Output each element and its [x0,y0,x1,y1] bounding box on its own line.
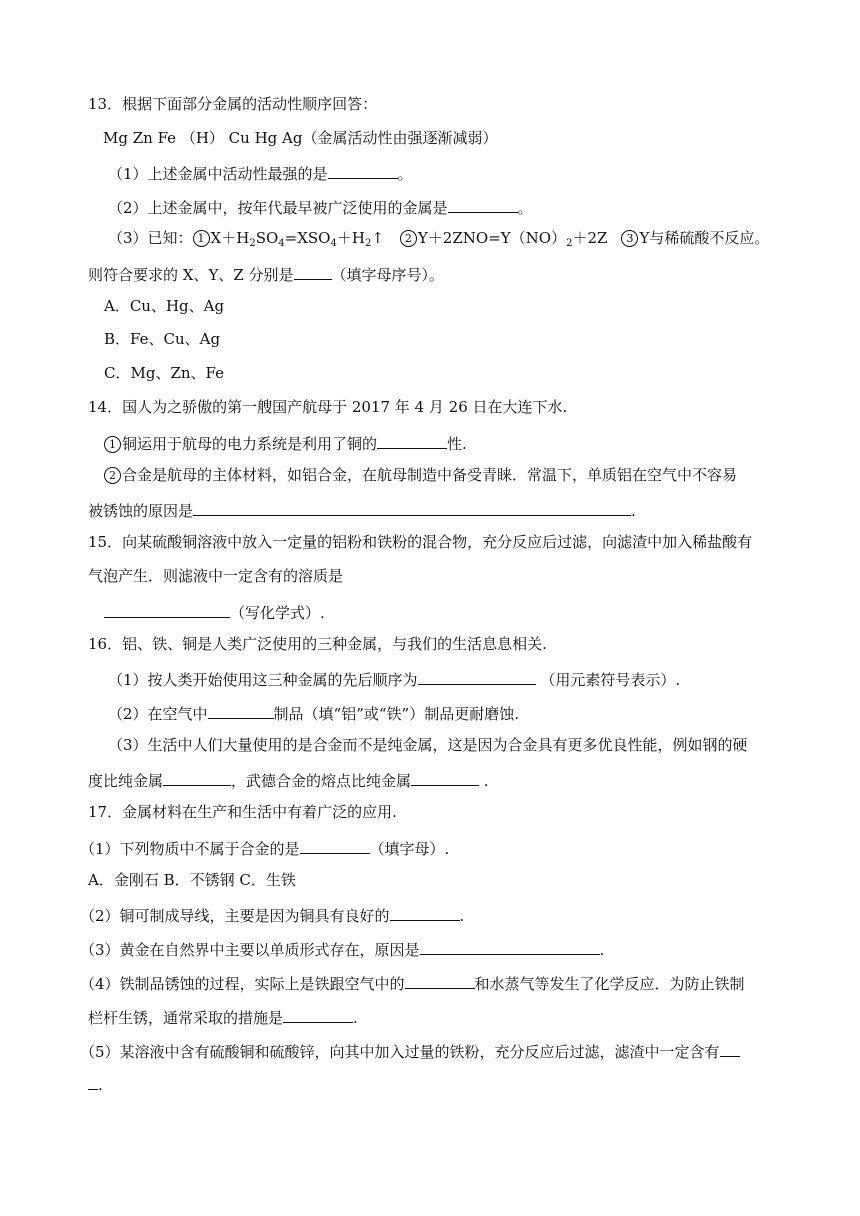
equation-1: $X+H_2SO_4=XSO_4+H_2↑$ [210,229,384,249]
equation-3: Y与稀硫酸不反应。 [639,229,770,247]
q13-metal-series: Mg Zn Fe （H） Cu Hg Ag（金属活动性由强逐渐减弱） [103,129,498,147]
answer-blank[interactable] [411,768,479,786]
q17-part4-cont-text: 栏杆生锈，通常采取的措施是 [88,1009,284,1027]
q17-part2-text: （2）铜可制成导线，主要是因为铜具有良好的 [80,907,390,925]
q17-part5-cont [88,1072,103,1095]
q14-stem: 14．国人为之骄傲的第一艘国产航母于 2017 年 4 月 26 日在大连下水. [88,398,568,416]
q16-part1 [108,667,680,690]
q13-option-c: C．Mg、Zn、Fe [104,364,224,382]
answer-blank[interactable] [328,161,398,179]
q14-part2-end: . [631,502,636,520]
answer-blank[interactable] [104,600,230,618]
q15-answer [104,600,325,623]
q15-stem: 15．向某硫酸铜溶液中放入一定量的铝粉和铁粉的混合物，充分反应后过滤，向滤渣中加入稀盐酸有 [88,533,753,551]
q17-part2 [80,903,464,926]
answer-blank[interactable] [405,971,475,989]
circled-number-1: 1 [193,230,210,247]
answer-blank[interactable] [294,262,332,280]
q13-part3-cont-end: （填字母序号）。 [331,266,445,284]
q13-part1 [108,161,413,184]
q13-part2 [108,195,533,218]
q13-part2-end: 。 [517,199,533,217]
answer-blank[interactable] [418,667,536,685]
q17-part5 [80,1039,740,1062]
q13-part3-cont [88,262,444,285]
answer-blank[interactable] [448,195,518,213]
answer-blank[interactable] [377,431,447,449]
q13-part3-cont-text: 则符合要求的 X、Y、Z 分别是 [88,266,294,284]
q16-part3-cont [88,768,489,791]
circled-number-3: 3 [621,230,638,247]
answer-blank[interactable] [420,937,600,955]
q16-part3-end: . [479,772,489,790]
q13-stem: 13．根据下面部分金属的活动性顺序回答： [88,95,378,113]
q17-part1 [80,836,449,859]
q17-part2-end: . [459,907,465,925]
q13-part3 [108,228,769,248]
q14-part2 [104,465,737,485]
q17-part3-text: （3）黄金在自然界中主要以单质形式存在，原因是 [80,941,420,959]
q17-stem: 17．金属材料在生产和生活中有着广泛的应用. [88,803,397,821]
circled-number-2: 2 [400,230,417,247]
answer-blank[interactable] [88,1072,98,1090]
q14-part2-text: 合金是航母的主体材料，如铝合金，在航母制造中备受青睐．常温下，单质铝在空气中不容易 [122,466,738,484]
q17-part5-text: （5）某溶液中含有硫酸铜和硫酸锌，向其中加入过量的铁粉，充分反应后过滤，滤渣中一定含有 [80,1043,720,1061]
q16-part1-text: （1）按人类开始使用这三种金属的先后顺序为 [108,671,418,689]
answer-blank[interactable] [193,498,631,516]
q16-part2-end: 制品（填“铝”或“铁”）制品更耐磨蚀. [273,705,519,723]
q16-part3: （3）生活中人们大量使用的是合金而不是纯金属，这是因为合金具有更多优良性能，例如钢的硬 [108,736,748,754]
answer-blank[interactable] [720,1039,740,1057]
q14-part1-end: 性. [447,435,467,453]
q17-part4-end: . [353,1009,358,1027]
q16-part1-end: （用元素符号表示）. [535,671,681,689]
q13-part1-text: （1）上述金属中活动性最强的是 [108,165,328,183]
answer-blank[interactable] [300,836,370,854]
q17-options: A．金刚石 B．不锈钢 C．生铁 [88,871,296,889]
equation-2: $Y+2ZNO=Y(NO)_2+2Z$ [417,229,608,249]
q14-part1-text: 铜运用于航母的电力系统是利用了铜的 [122,435,378,453]
circled-number-2: 2 [104,467,121,484]
q15-cont: 气泡产生．则滤液中一定含有的溶质是 [88,567,344,585]
q16-part2 [108,701,519,724]
q14-part2-cont [88,498,636,521]
q13-part1-end: 。 [397,165,413,183]
q16-part3-text: 度比纯金属 [88,772,164,790]
q17-part1-end: （填字母）. [369,840,450,858]
q13-part3-intro: （3）已知： [108,229,193,247]
q14-part1 [104,431,467,454]
q16-stem: 16．铝、铁、铜是人类广泛使用的三种金属，与我们的生活息息相关. [88,635,547,653]
q17-part1-text: （1）下列物质中不属于合金的是 [80,840,300,858]
answer-blank[interactable] [208,701,274,719]
q13-part2-text: （2）上述金属中，按年代最早被广泛使用的金属是 [108,199,448,217]
answer-blank[interactable] [163,768,231,786]
q17-part3-end: . [599,941,605,959]
q17-part4-cont [88,1005,358,1028]
q16-part3-mid: ，武德合金的熔点比纯金属 [231,772,412,790]
q17-part5-end: . [98,1076,103,1094]
q13-option-a: A．Cu、Hg、Ag [104,297,225,315]
q16-part2-text: （2）在空气中 [108,705,208,723]
q17-part4 [80,971,745,994]
q14-part2-cont-text: 被锈蚀的原因是 [88,502,194,520]
q13-option-b: B．Fe、Cu、Ag [104,330,221,348]
answer-blank[interactable] [390,903,460,921]
q17-part4-text: （4）铁制品锈蚀的过程，实际上是铁跟空气中的 [80,975,405,993]
circled-number-1: 1 [104,436,121,453]
q17-part4-mid: 和水蒸气等发生了化学反应．为防止铁制 [474,975,745,993]
answer-blank[interactable] [283,1005,353,1023]
q17-part3 [80,937,604,960]
q15-answer-end: （写化学式）. [230,604,325,622]
